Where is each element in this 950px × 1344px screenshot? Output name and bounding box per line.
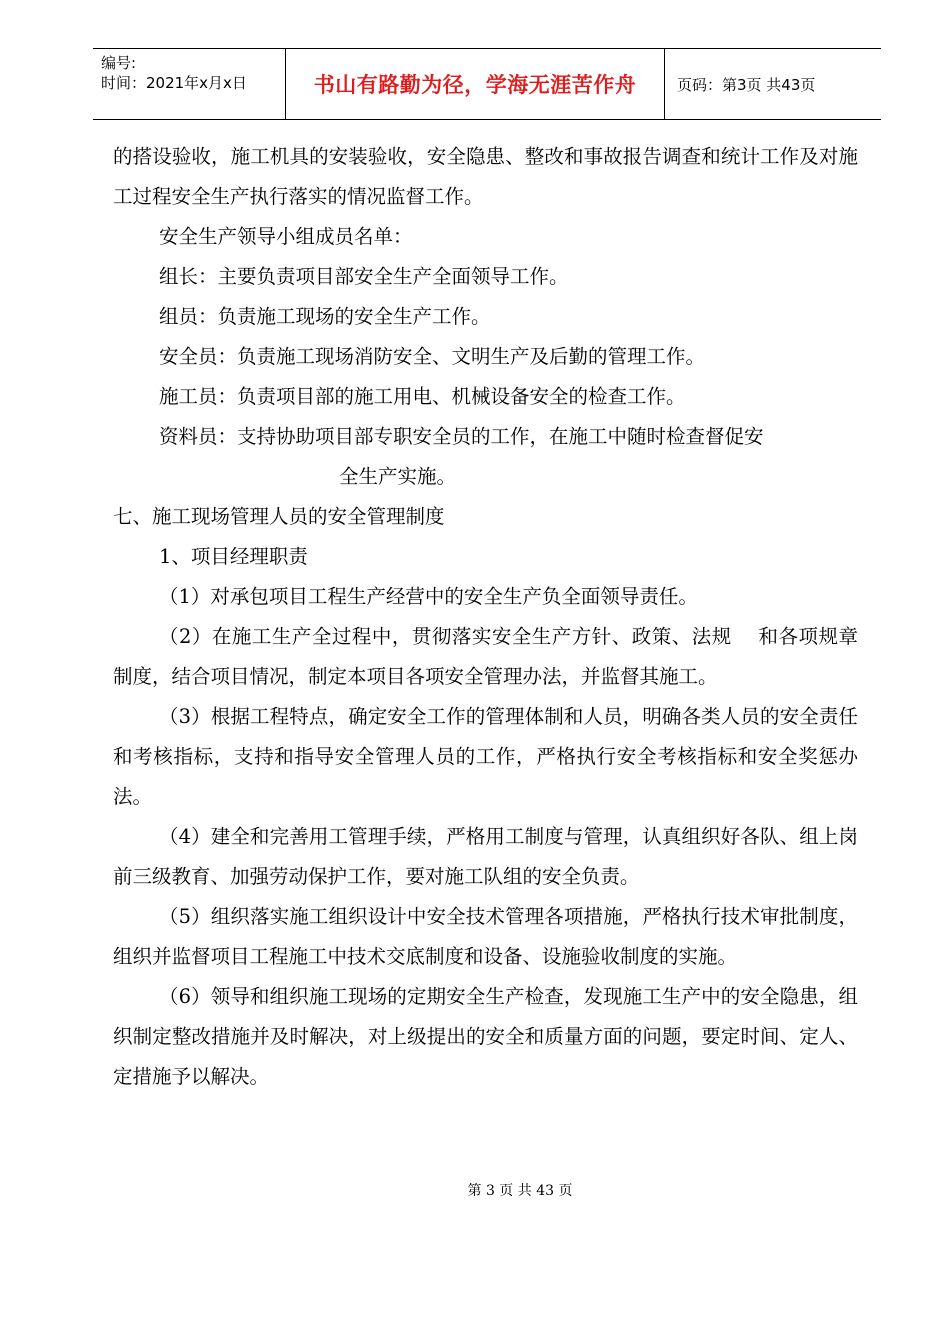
header-page-info: 页码：第3页 共43页 (677, 75, 816, 94)
document-body (113, 137, 858, 1097)
time-label: 时间：2021年x月x日 (101, 74, 247, 92)
header-meta (101, 53, 247, 93)
paragraph: 组员：负责施工现场的安全生产工作。 (159, 305, 491, 328)
subsection-heading: 1、项目经理职责 (159, 545, 308, 568)
number-label: 编号: (101, 54, 137, 72)
page-header (93, 48, 881, 120)
paragraph: 的搭设验收，施工机具的安装验收，安全隐患、整改和事故报告调查和统计工作及对施工过程安全生产执行落实的情况监督工作。 (113, 145, 858, 208)
paragraph: 安全员：负责施工现场消防安全、文明生产及后勤的管理工作。 (159, 345, 706, 368)
paragraph: 组长：主要负责项目部安全生产全面领导工作。 (159, 265, 569, 288)
page-footer (0, 1180, 950, 1200)
section-heading: 七、施工现场管理人员的安全管理制度 (113, 505, 445, 528)
paragraph: 全生产实施。 (339, 465, 457, 488)
list-item: （5）组织落实施工组织设计中安全技术管理各项措施，严格执行技术审批制度，组织并监督项目工程施工中技术交底制度和设备、设施验收制度的实施。 (113, 905, 858, 968)
list-item: （3）根据工程特点，确定安全工作的管理体制和人员，明确各类人员的安全责任和考核指标，支持和指导安全管理人员的工作，严格执行安全考核指标和安全奖惩办法。 (113, 705, 858, 808)
header-divider (664, 49, 665, 119)
list-item: （2）在施工生产全过程中，贯彻落实安全生产方针、政策、法规 和各项规章制度，结合项目情况，制定本项目各项安全管理办法，并监督其施工。 (113, 625, 858, 688)
paragraph: 安全生产领导小组成员名单： (159, 225, 413, 248)
footer-page-number: 第 3 页 共 43 页 (467, 1183, 573, 1199)
list-item: （4）建全和完善用工管理手续，严格用工制度与管理，认真组织好各队、组上岗前三级教育、加强劳动保护工作，要对施工队组的安全负责。 (113, 825, 858, 888)
list-item: （1）对承包项目工程生产经营中的安全生产负全面领导责任。 (159, 585, 698, 608)
paragraph: 资料员：支持协助项目部专职安全员的工作，在施工中随时检查督促安 (159, 425, 764, 448)
header-motto: 书山有路勤为径，学海无涯苦作舟 (313, 73, 637, 97)
list-item: （6）领导和组织施工现场的定期安全生产检查，发现施工生产中的安全隐患，组织制定整改措施并及时解决，对上级提出的安全和质量方面的问题，要定时间、定人、定措施予以解决。 (113, 985, 858, 1088)
paragraph: 施工员：负责项目部的施工用电、机械设备安全的检查工作。 (159, 385, 686, 408)
